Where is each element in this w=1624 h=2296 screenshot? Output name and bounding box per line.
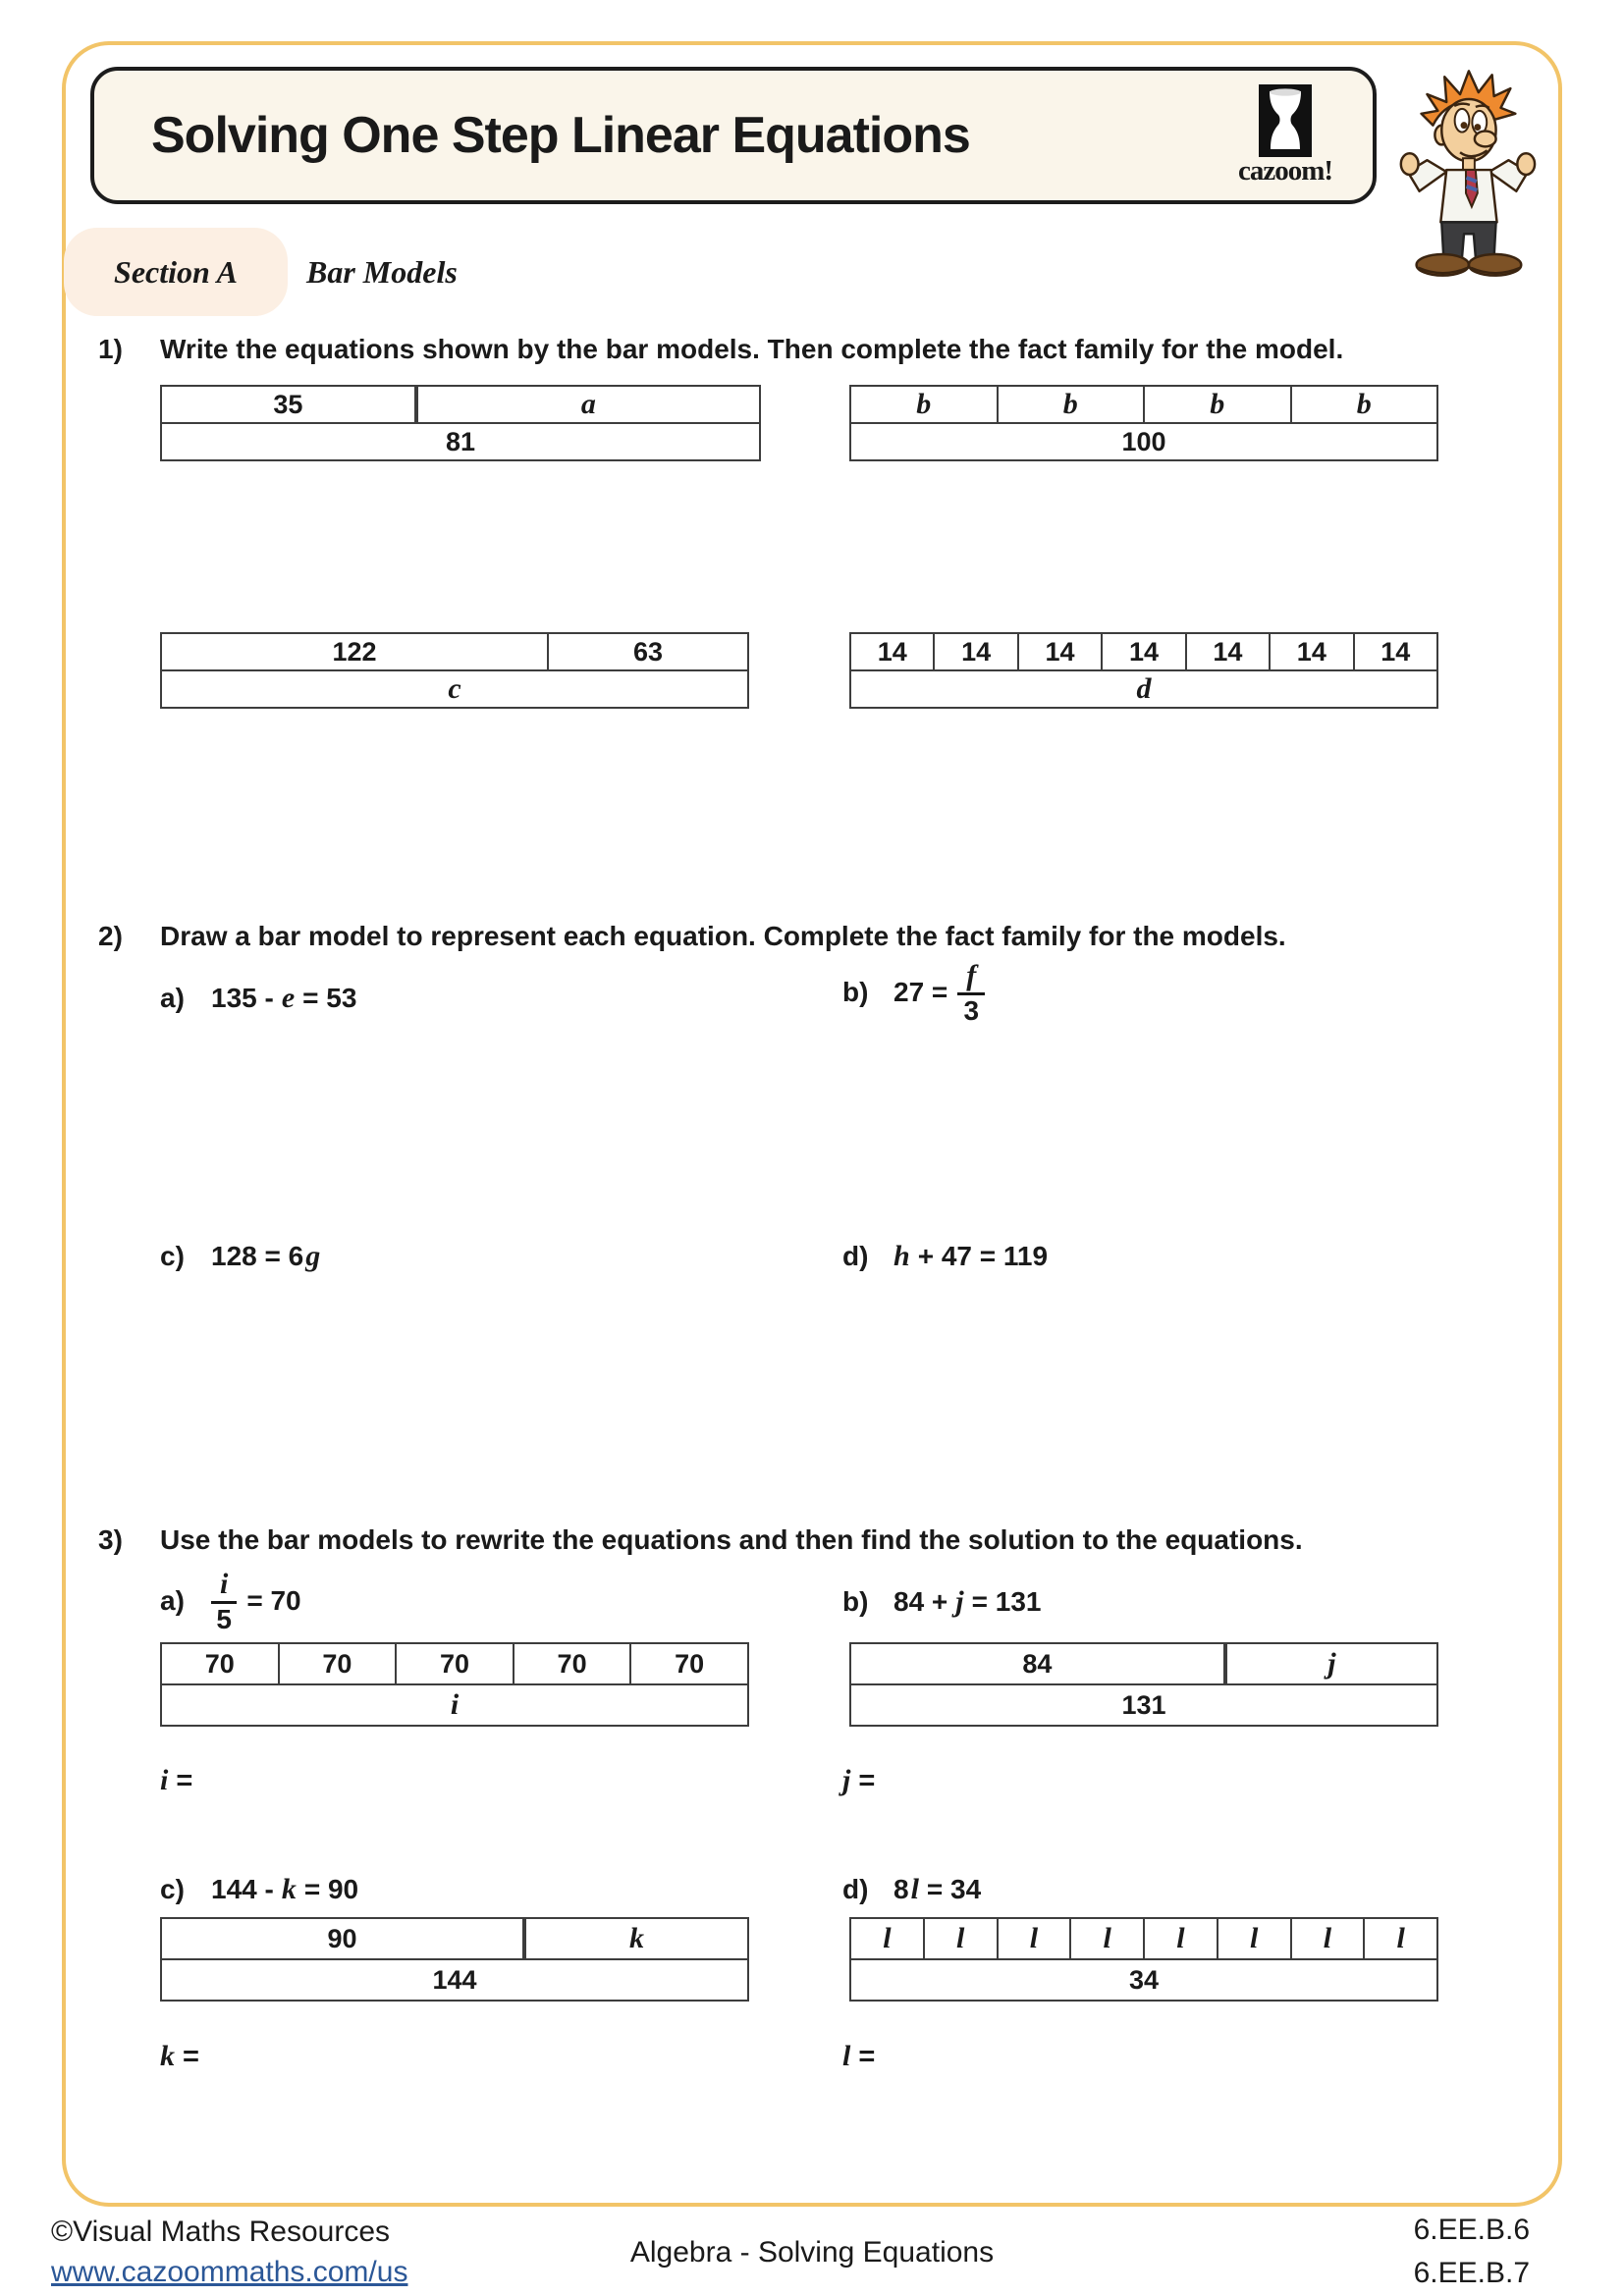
- bar-model-q1-b: [849, 385, 1438, 461]
- equation-variable: e: [281, 982, 296, 1014]
- bar-cell: 70: [395, 1642, 514, 1685]
- question-prompt: Use the bar models to rewrite the equations and then find the solution to the equations.: [160, 1524, 1303, 1555]
- bar-row: [849, 1958, 1438, 2002]
- bar-cell: 144: [160, 1958, 749, 2002]
- mascot-character: [1386, 61, 1542, 289]
- bar-model-q1-a: [160, 385, 761, 461]
- equation-text: 27 =: [893, 977, 948, 1007]
- bar-cell: 100: [849, 422, 1438, 461]
- equation-variable: k: [281, 1873, 297, 1905]
- part-label: b): [842, 977, 869, 1007]
- fraction-numerator: [211, 1569, 237, 1604]
- equals-sign: =: [858, 2040, 876, 2072]
- bar-row: [849, 1642, 1438, 1685]
- bar-row: [160, 1642, 749, 1685]
- footer-url-link[interactable]: www.cazoommaths.com/us: [51, 2255, 408, 2288]
- bar-row: [849, 632, 1438, 671]
- fraction: [957, 960, 985, 1025]
- bar-cell-variable: j: [1225, 1642, 1438, 1685]
- part-label: c): [160, 1874, 185, 1904]
- bar-model-q1-c: [160, 632, 749, 709]
- bar-cell-variable: k: [524, 1917, 749, 1960]
- equation-q3b: [842, 1585, 1041, 1619]
- fraction: [211, 1569, 237, 1633]
- equation-q2c: [160, 1240, 328, 1273]
- equals-sign: =: [176, 1764, 193, 1796]
- bar-model-q3-d: [849, 1917, 1438, 2002]
- part-label: a): [160, 1585, 185, 1616]
- bar-row: [849, 422, 1438, 461]
- bar-cell-variable: l: [997, 1917, 1072, 1960]
- equation-text: = 90: [303, 1874, 359, 1904]
- bar-cell-variable: b: [1290, 385, 1439, 424]
- bar-cell: 84: [849, 1642, 1225, 1685]
- bar-row: [160, 1917, 749, 1960]
- equation-text: 128 = 6: [211, 1241, 304, 1271]
- footer-copyright: ©Visual Maths Resources: [51, 2216, 391, 2248]
- bar-model-q3-c: [160, 1917, 749, 2002]
- answer-line-j: [842, 1764, 875, 1797]
- bar-cell-variable: l: [1290, 1917, 1366, 1960]
- equation-variable: j: [955, 1585, 964, 1618]
- bar-row: [160, 385, 761, 424]
- equation-text: + 47 = 119: [917, 1241, 1049, 1271]
- standard-code: 6.EE.B.6: [1413, 2214, 1530, 2246]
- answer-variable: j: [842, 1764, 851, 1796]
- bar-cell-variable: b: [849, 385, 999, 424]
- equation-variable: g: [305, 1240, 321, 1272]
- fraction-denominator: 5: [216, 1603, 232, 1634]
- question-prompt: Draw a bar model to represent each equation. Complete the fact family for the models.: [160, 921, 1286, 951]
- bar-cell-variable: c: [160, 669, 749, 709]
- equation-q3d: [842, 1873, 981, 1906]
- bar-cell-variable: d: [849, 669, 1438, 709]
- bar-cell: 35: [160, 385, 416, 424]
- question-number: 2): [98, 921, 123, 951]
- part-label: d): [842, 1874, 869, 1904]
- bar-cell-variable: l: [1069, 1917, 1145, 1960]
- bar-cell: 90: [160, 1917, 524, 1960]
- equation-q2d: [842, 1240, 1048, 1273]
- bar-cell-variable: i: [160, 1683, 749, 1727]
- bar-row: [160, 632, 749, 671]
- equation-text: = 34: [926, 1874, 982, 1904]
- answer-line-i: [160, 1764, 192, 1797]
- bar-cell: 34: [849, 1958, 1438, 2002]
- page-title: Solving One Step Linear Equations: [151, 107, 970, 164]
- bar-row: [849, 1917, 1438, 1960]
- bar-model-q1-d: [849, 632, 1438, 709]
- fraction-numerator: [957, 960, 985, 995]
- bar-cell-variable: a: [416, 385, 761, 424]
- answer-line-k: [160, 2040, 199, 2073]
- equation-variable: i: [220, 1568, 229, 1601]
- bar-cell: 14: [1017, 632, 1103, 671]
- equation-text: 84 +: [893, 1586, 948, 1617]
- bar-cell: 14: [1353, 632, 1438, 671]
- fraction-denominator: 3: [963, 994, 980, 1026]
- bar-cell-variable: l: [1363, 1917, 1438, 1960]
- section-title: Bar Models: [306, 253, 458, 290]
- bar-cell: 81: [160, 422, 761, 461]
- question-number: 3): [98, 1524, 123, 1555]
- bar-row: [849, 385, 1438, 424]
- question-3-header: [98, 1524, 1303, 1556]
- title-box: [90, 67, 1377, 204]
- question-1-header: [98, 334, 1343, 365]
- part-label: d): [842, 1241, 869, 1271]
- equation-variable: h: [893, 1240, 910, 1272]
- bar-row: [849, 1683, 1438, 1727]
- bar-cell: 14: [933, 632, 1018, 671]
- bar-cell: 70: [629, 1642, 749, 1685]
- bar-cell-variable: b: [997, 385, 1146, 424]
- cazoom-logo: [1212, 84, 1359, 187]
- bar-row: [849, 669, 1438, 709]
- part-label: c): [160, 1241, 185, 1271]
- part-label: b): [842, 1586, 869, 1617]
- bar-cell: 70: [513, 1642, 632, 1685]
- equation-variable: l: [910, 1873, 919, 1905]
- logo-text: cazoom!: [1237, 154, 1333, 187]
- bar-cell: 122: [160, 632, 549, 671]
- bar-model-q3-b: [849, 1642, 1438, 1727]
- bar-row: [160, 1683, 749, 1727]
- footer-topic: Algebra - Solving Equations: [629, 2236, 995, 2269]
- question-prompt: Write the equations shown by the bar models. Then complete the fact family for the model.: [160, 334, 1344, 364]
- question-number: 1): [98, 334, 123, 364]
- equals-sign: =: [858, 1764, 876, 1796]
- bar-cell: 131: [849, 1683, 1438, 1727]
- equation-text: 144 -: [211, 1874, 274, 1904]
- equation-text: = 53: [302, 983, 357, 1013]
- equation-variable: f: [966, 959, 977, 992]
- mascot-pants: [1441, 222, 1495, 257]
- bar-model-q3-a: [160, 1642, 749, 1727]
- answer-variable: i: [160, 1764, 169, 1796]
- equation-q2b: [842, 945, 995, 1040]
- answer-variable: l: [842, 2040, 851, 2072]
- answer-variable: k: [160, 2040, 175, 2072]
- question-2-header: [98, 921, 1286, 952]
- footer-standards: [1414, 2209, 1530, 2294]
- drum-icon: [1259, 84, 1312, 157]
- equation-q3c: [160, 1873, 358, 1906]
- bar-row: [160, 1958, 749, 2002]
- section-badge: Section A: [64, 228, 288, 316]
- bar-row: [160, 669, 749, 709]
- bar-cell: 14: [1101, 632, 1186, 671]
- standard-code: 6.EE.B.7: [1413, 2256, 1530, 2289]
- bar-row: [160, 422, 761, 461]
- bar-cell: 63: [547, 632, 749, 671]
- bar-cell: 70: [160, 1642, 280, 1685]
- equation-text: 8: [893, 1874, 909, 1904]
- equation-text: = 131: [971, 1586, 1042, 1617]
- bar-cell-variable: l: [849, 1917, 925, 1960]
- bar-cell: 14: [1269, 632, 1354, 671]
- answer-line-l: [842, 2040, 875, 2073]
- bar-cell-variable: l: [923, 1917, 999, 1960]
- bar-cell: 14: [849, 632, 935, 671]
- equation-text: 135 -: [211, 983, 274, 1013]
- equation-text: = 70: [246, 1585, 301, 1616]
- bar-cell-variable: b: [1143, 385, 1292, 424]
- bar-cell-variable: l: [1143, 1917, 1218, 1960]
- equation-q3a: [160, 1556, 301, 1646]
- bar-cell-variable: l: [1217, 1917, 1292, 1960]
- equation-q2a: [160, 982, 356, 1015]
- bar-cell: 14: [1185, 632, 1271, 671]
- part-label: a): [160, 983, 185, 1013]
- bar-cell: 70: [278, 1642, 398, 1685]
- equals-sign: =: [183, 2040, 199, 2072]
